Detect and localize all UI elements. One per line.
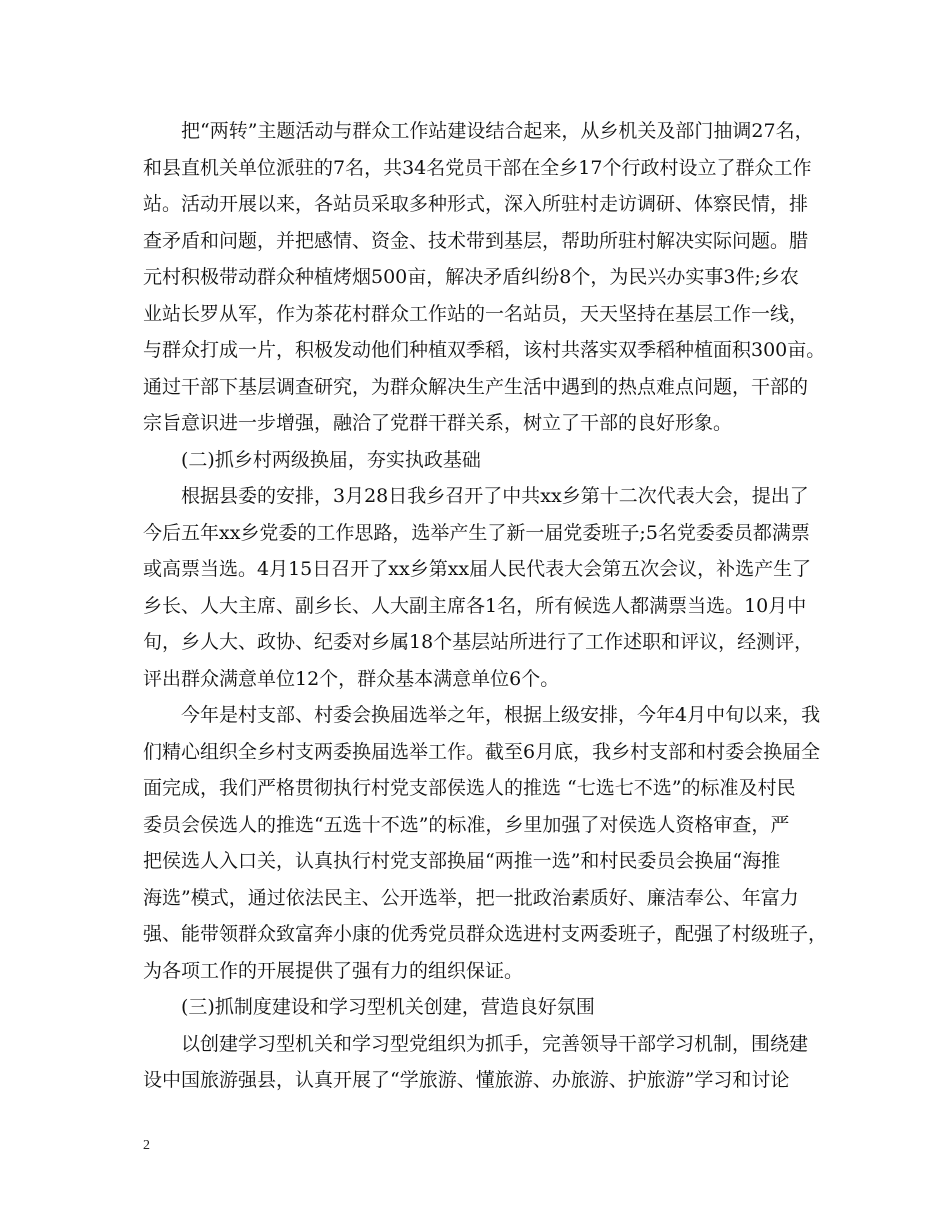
text-line: 今后五年xx乡党委的工作思路，选举产生了新一届党委班子;5名党委委员都满票 [143, 522, 810, 544]
text-line: 或高票当选。4月15日召开了xx乡第xx届人民代表大会第五次会议，补选产生了 [143, 558, 812, 580]
text-line: 站。活动开展以来，各站员采取多种形式，深入所驻村走访调研、体察民情，排 [143, 193, 809, 215]
text-line: 与群众打成一片，积极发动他们种植双季稻，该村共落实双季稻种植面积300亩。 [143, 339, 826, 361]
text-line: 今年是村支部、村委会换届选举之年，根据上级安排，今年4月中旬以来，我 [143, 704, 821, 726]
text-line: 把“两转”主题活动与群众工作站建设结合起来，从乡机关及部门抽调27名， [143, 120, 814, 142]
section-heading: (三)抓制度建设和学习型机关创建，营造良好氛围 [143, 996, 595, 1018]
text-line: 面完成，我们严格贯彻执行村党支部侯选人的推选 “七选七不选”的标准及村民 [143, 777, 796, 799]
text-line: 委员会侯选人的推选“五选十不选”的标准，乡里加强了对侯选人资格审查，严 [143, 814, 790, 836]
text-line: 以创建学习型机关和学习型党组织为抓手，完善领导干部学习机制，围绕建 [143, 1033, 809, 1055]
page-number: 2 [143, 1138, 150, 1153]
text-line: 业站长罗从军，作为茶花村群众工作站的一名站员，天天坚持在基层工作一线， [143, 303, 809, 325]
text-line: 们精心组织全乡村支两委换届选举工作。截至6月底，我乡村支部和村委会换届全 [143, 741, 821, 763]
text-line: 元村积极带动群众种植烤烟500亩，解决矛盾纠纷8个，为民兴办实事3件;乡农 [143, 266, 799, 288]
text-line: 通过干部下基层调查研究，为群众解决生产生活中遇到的热点难点问题，干部的 [143, 376, 809, 398]
text-line: 宗旨意识进一步增强，融洽了党群干群关系，树立了干部的良好形象。 [143, 412, 733, 434]
text-line: 和县直机关单位派驻的7名，共34名党员干部在全乡17个行政村设立了群众工作 [143, 157, 812, 179]
text-line: 查矛盾和问题，并把感情、资金、技术带到基层，帮助所驻村解决实际问题。腊 [143, 230, 809, 252]
text-line: 旬，乡人大、政协、纪委对乡属18个基层站所进行了工作述职和评议，经测评， [143, 631, 814, 653]
section-heading: (二)抓乡村两级换届，夯实执政基础 [143, 449, 481, 471]
text-line: 根据县委的安排，3月28日我乡召开了中共xx乡第十二次代表大会，提出了 [143, 485, 809, 507]
text-line: 强、能带领群众致富奔小康的优秀党员群众选进村支两委班子，配强了村级班子， [143, 923, 828, 945]
text-line: 设中国旅游强县，认真开展了“学旅游、懂旅游、办旅游、护旅游”学习和讨论 [143, 1069, 790, 1091]
text-line: 把侯选人入口关，认真执行村党支部换届“两推一选”和村民委员会换届“海推 [143, 850, 781, 872]
text-line: 评出群众满意单位12个，群众基本满意单位6个。 [143, 668, 560, 690]
text-line: 乡长、人大主席、副乡长、人大副主席各1名，所有候选人都满票当选。10月中 [143, 595, 807, 617]
text-line: 为各项工作的开展提供了强有力的组织保证。 [143, 960, 524, 982]
text-line: 海选”模式，通过依法民主、公开选举，把一批政治素质好、廉洁奉公、年富力 [143, 887, 799, 909]
